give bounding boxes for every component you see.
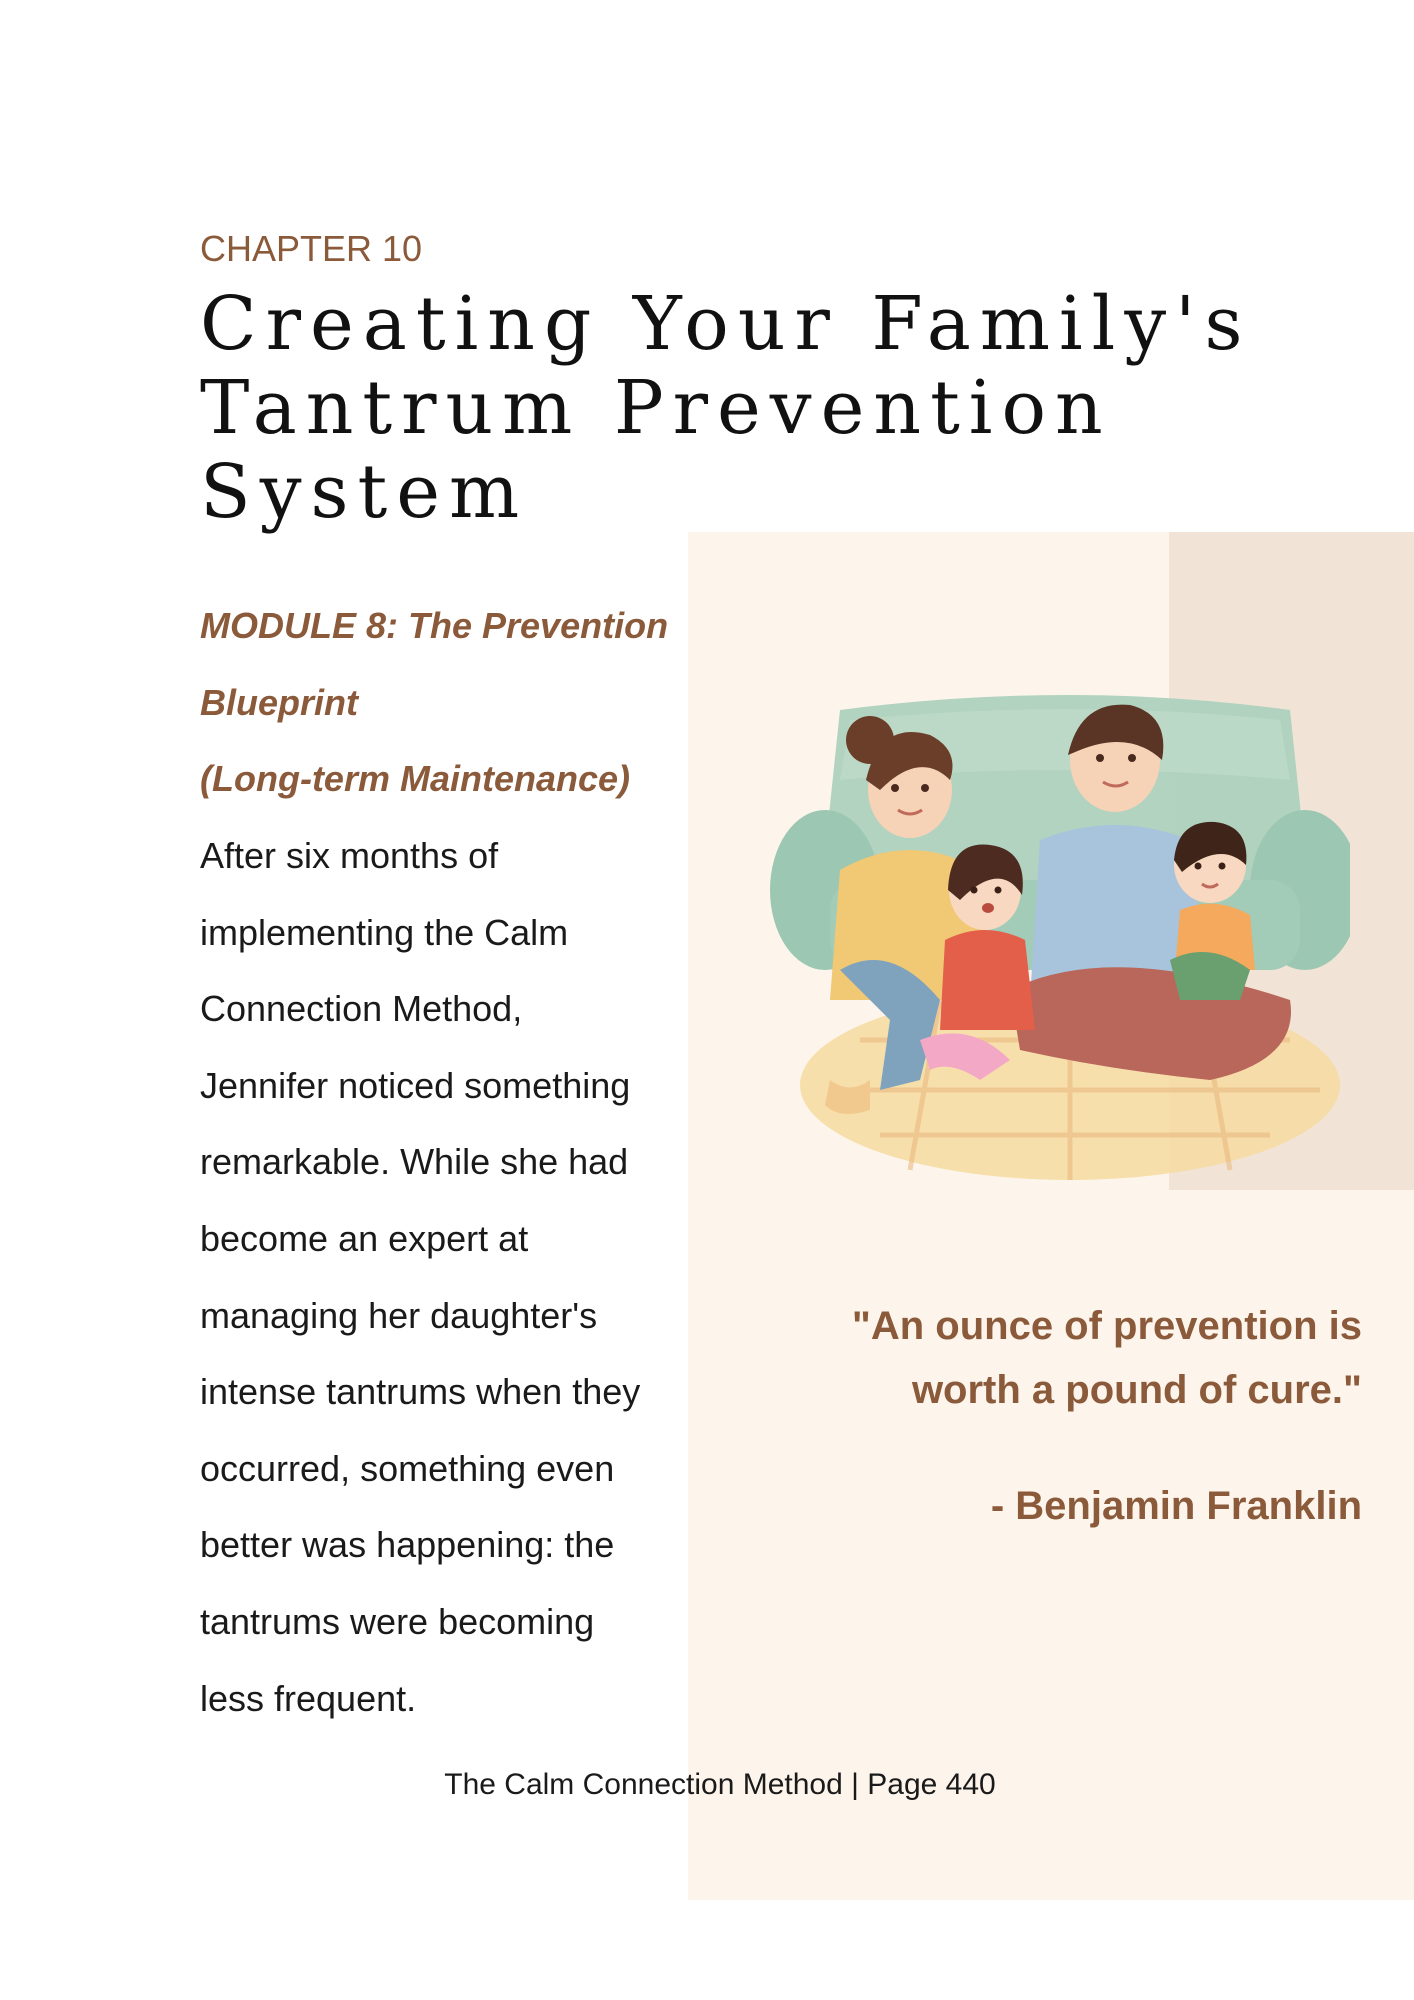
body-line: implementing the Calm xyxy=(200,911,569,953)
quote-author: - Benjamin Franklin xyxy=(990,1484,1362,1528)
body-line: Connection Method, xyxy=(200,988,523,1030)
body-line: remarkable. While she had xyxy=(200,1141,629,1183)
module-heading-line: Blueprint xyxy=(200,681,358,723)
body-line: less frequent. xyxy=(200,1677,417,1719)
chapter-title-line: Creating Your Family's xyxy=(200,281,1252,367)
pull-quote xyxy=(762,1294,1362,1422)
module-heading-line: (Long-term Maintenance) xyxy=(200,758,631,799)
pull-quote-line: worth a pound of cure." xyxy=(911,1368,1362,1412)
body-line: better was happening: the xyxy=(200,1524,615,1566)
body-line: occurred, something even xyxy=(200,1447,615,1489)
pull-quote-line: "An ounce of prevention is xyxy=(851,1304,1362,1348)
chapter-title xyxy=(200,282,1320,534)
family-on-couch-illustration xyxy=(770,640,1350,1200)
body-line: Jennifer noticed something xyxy=(200,1064,631,1106)
page-footer: The Calm Connection Method | Page 440 xyxy=(444,1768,996,1801)
chapter-title-line: System xyxy=(200,449,529,535)
body-line: managing her daughter's xyxy=(200,1294,598,1336)
chapter-label: CHAPTER 10 xyxy=(200,228,423,269)
body-line: intense tantrums when they xyxy=(200,1371,641,1413)
body-paragraph xyxy=(200,818,690,1737)
body-line: become an expert at xyxy=(200,1217,529,1259)
body-line: tantrums were becoming xyxy=(200,1600,595,1642)
module-heading-line: MODULE 8: The Prevention xyxy=(200,605,669,646)
module-heading xyxy=(200,588,680,818)
chapter-title-line: Tantrum Prevention xyxy=(200,365,1112,451)
body-line: After six months of xyxy=(200,835,499,876)
